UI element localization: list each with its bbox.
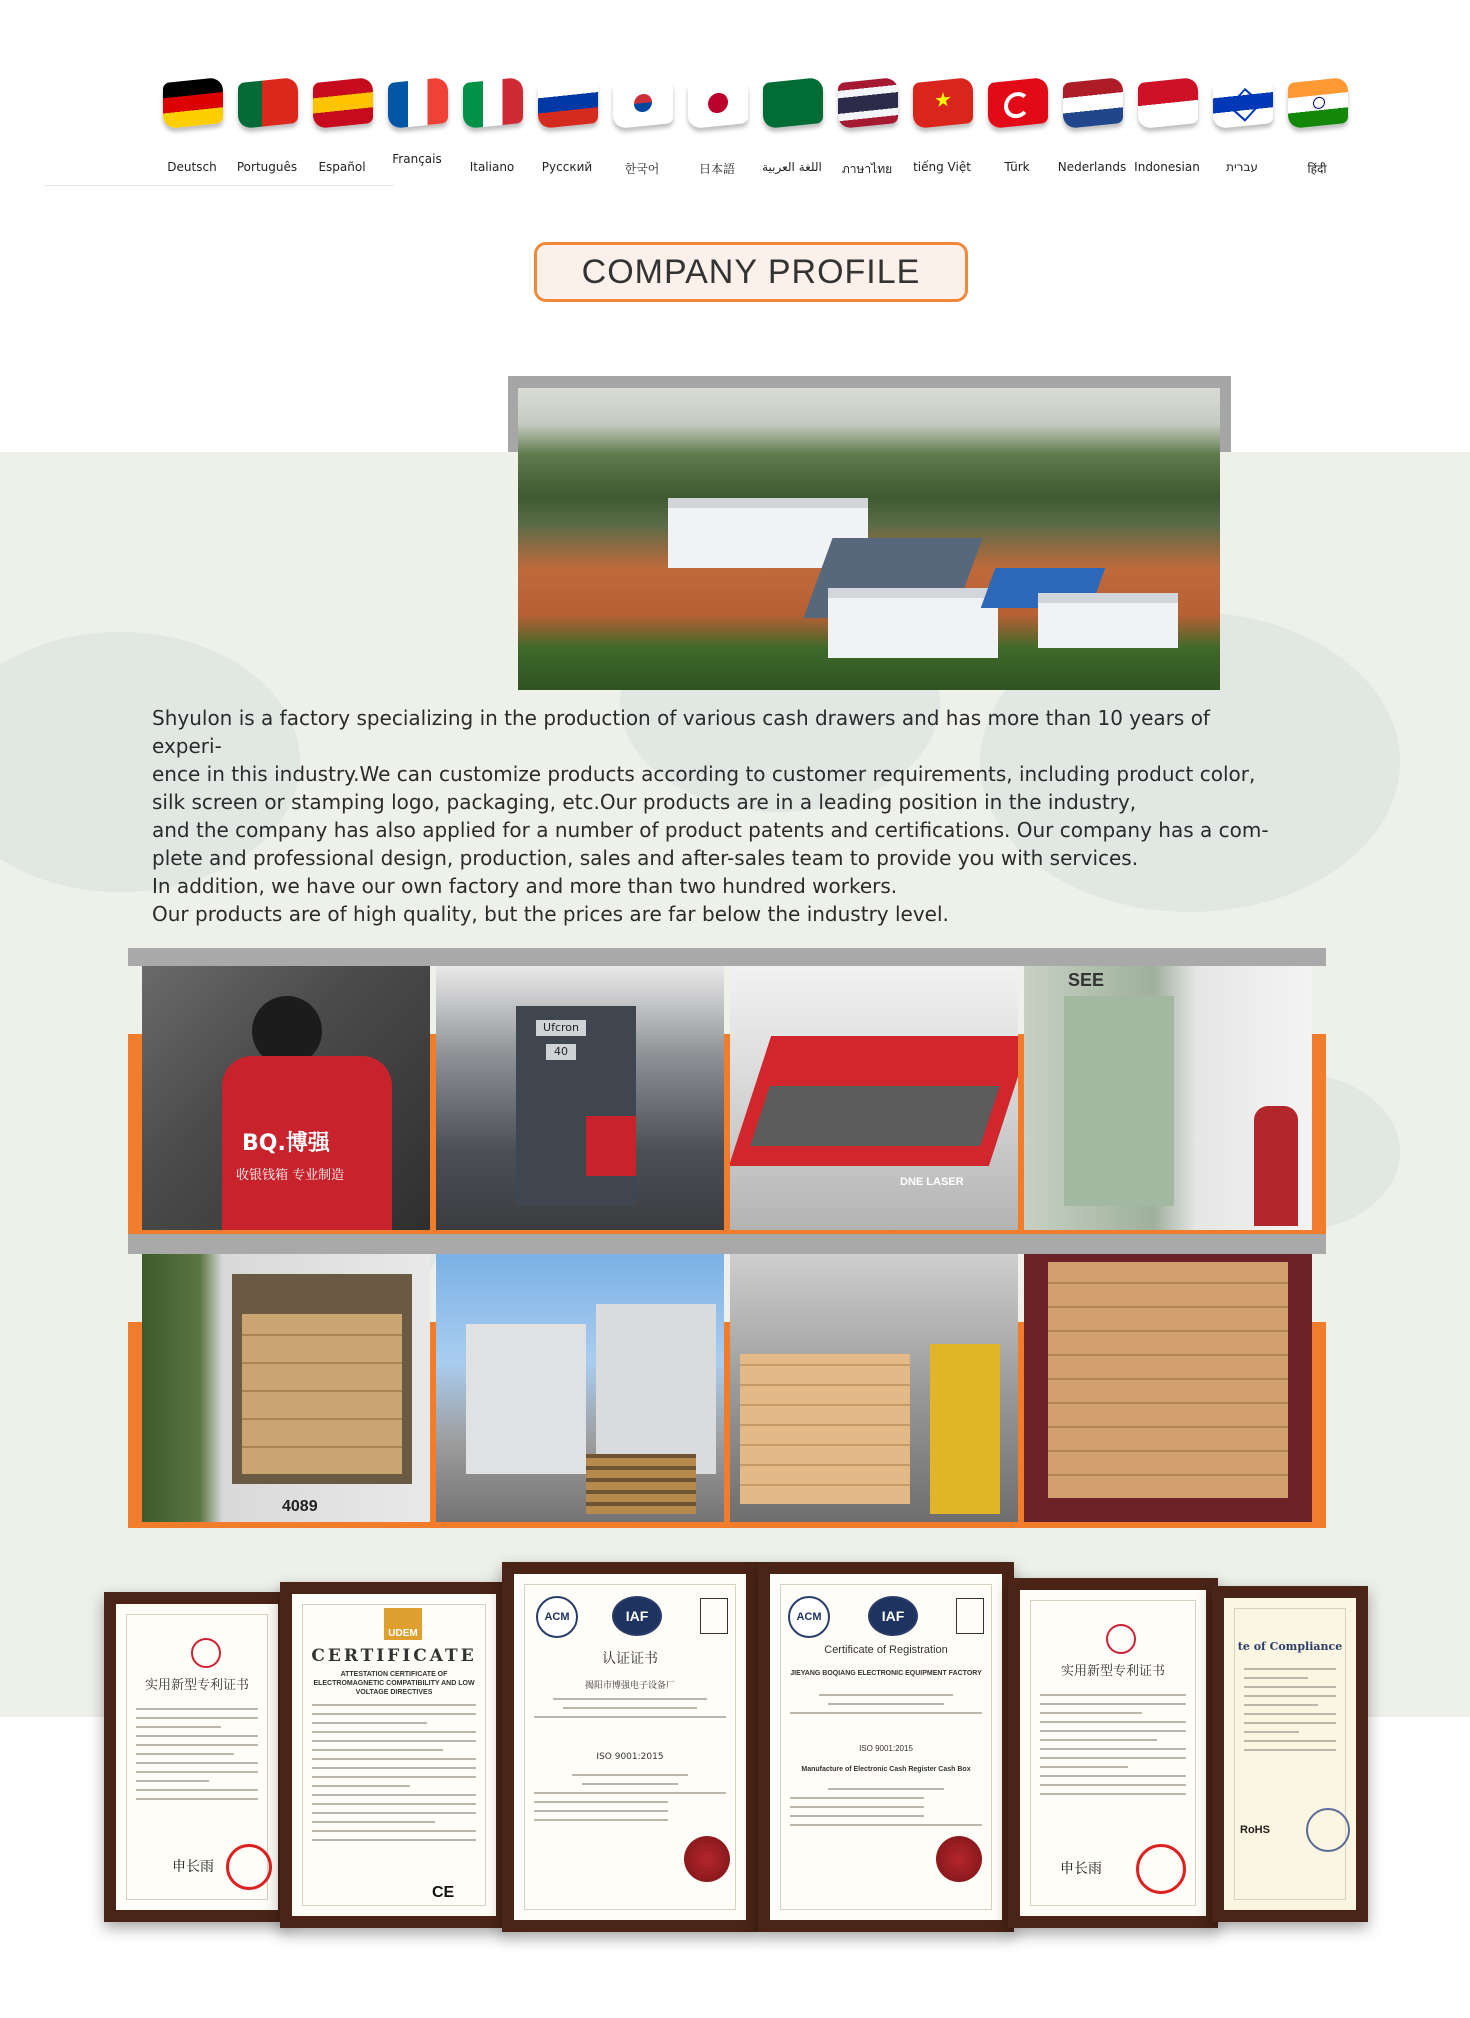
gallery-frame-top	[128, 948, 1326, 966]
language-option-7[interactable]	[680, 72, 754, 182]
factory-building	[828, 588, 998, 658]
language-option-14[interactable]	[1205, 72, 1279, 182]
certificate-patent-1	[104, 1592, 290, 1922]
certificate-title: te of Compliance	[1237, 1640, 1343, 1653]
certificate-title: 实用新型专利证书	[1060, 1664, 1165, 1679]
south-korea-flag-icon	[613, 77, 673, 129]
spain-flag-icon	[313, 77, 373, 129]
certificate-body-text	[1040, 1694, 1186, 1802]
language-option-15[interactable]	[1280, 72, 1354, 182]
wax-seal-icon	[936, 1836, 982, 1882]
vietnam-flag-icon	[913, 77, 973, 129]
language-option-3[interactable]	[380, 72, 454, 182]
flag-emblem	[1004, 91, 1030, 120]
certificate-rohs	[1212, 1586, 1368, 1922]
turkey-flag-icon	[988, 77, 1048, 129]
ce-mark: CE	[432, 1884, 455, 1901]
section-title: COMPANY PROFILE	[581, 252, 921, 291]
press-number-label: 40	[546, 1044, 576, 1060]
worker-jacket	[222, 1056, 392, 1230]
certificate-title: CERTIFICATE	[311, 1646, 477, 1666]
photo-truck-loading	[142, 1254, 430, 1522]
flag-emblem	[708, 92, 728, 114]
saudi-arabia-flag-icon	[763, 77, 823, 129]
wooden-pallets	[586, 1454, 696, 1514]
truck-right	[596, 1304, 716, 1474]
ukas-logo-icon	[700, 1598, 728, 1634]
photo-container-loaded	[1024, 1254, 1312, 1522]
official-seal-icon	[1136, 1844, 1186, 1894]
worker-jacket	[586, 1116, 636, 1176]
factory-building	[1038, 593, 1178, 648]
language-option-12[interactable]	[1055, 72, 1129, 182]
photo-punch-press	[436, 966, 724, 1230]
language-option-4[interactable]	[455, 72, 529, 182]
language-label: 日本語	[698, 162, 735, 176]
certificate-body-text	[534, 1774, 726, 1828]
patent-logo-icon	[191, 1638, 221, 1668]
rohs-mark: RoHS	[1240, 1824, 1270, 1836]
language-option-5[interactable]	[530, 72, 604, 182]
flag-emblem	[634, 93, 652, 113]
wax-seal-icon	[684, 1836, 730, 1882]
seal-icon	[1306, 1808, 1350, 1852]
language-selector	[155, 72, 1365, 182]
certificate-body-text	[136, 1708, 258, 1807]
certificate-body-text	[534, 1698, 726, 1725]
iaf-logo: IAF	[868, 1596, 918, 1636]
language-label: हिंदी	[1307, 162, 1327, 176]
certificate-signature: 申长雨	[1060, 1861, 1102, 1877]
netherlands-flag-icon	[1063, 77, 1123, 129]
stacked-cartons	[740, 1354, 910, 1504]
italy-flag-icon	[463, 77, 523, 129]
certificate-body-text	[312, 1704, 476, 1848]
flag-emblem	[1228, 88, 1262, 122]
ukas-logo-icon	[956, 1598, 984, 1634]
language-option-13[interactable]	[1130, 72, 1204, 182]
certificate-signature: 申长雨	[172, 1859, 214, 1875]
certificate-title: Certificate of Registration	[824, 1644, 948, 1656]
certificate-company: 揭阳市博强电子设备厂	[584, 1681, 675, 1691]
factory-aerial-photo	[518, 388, 1220, 690]
russia-flag-icon	[538, 77, 598, 129]
jacket-logo-text: BQ.博强	[242, 1131, 330, 1156]
divider	[44, 185, 394, 186]
language-option-10[interactable]	[905, 72, 979, 182]
language-label: Deutsch	[167, 160, 217, 174]
press-machine	[1064, 970, 1174, 1206]
certificate-body-text	[790, 1694, 982, 1721]
germany-flag-icon	[163, 77, 223, 129]
certificates-display	[104, 1562, 1372, 1932]
flag-emblem	[935, 91, 951, 109]
flag-emblem	[1313, 96, 1325, 109]
language-label: tiếng Việt	[913, 160, 971, 174]
language-option-6[interactable]	[605, 72, 679, 182]
certificate-title: 实用新型专利证书	[144, 1678, 249, 1693]
photo-press-operator	[1024, 966, 1312, 1230]
cargo-boxes	[1048, 1262, 1288, 1498]
photo-laser-cutter	[730, 966, 1018, 1230]
acm-logo: ACM	[788, 1596, 830, 1638]
press-brand-label: SEE	[1068, 970, 1105, 990]
truck-plate-label: 4089	[282, 1498, 318, 1515]
description-line: silk screen or stamping logo, packaging, etc.Our products are in a leading position in the industry,	[152, 790, 1137, 814]
israel-flag-icon	[1213, 77, 1273, 129]
description-line: Shyulon is a factory specializing in the production of various cash drawers and has more than 10 years of experi-	[152, 706, 1210, 758]
certificate-standard: ISO 9001:2015	[859, 1744, 913, 1753]
description-line: ence in this industry.We can customize products according to customer requirements, including product color,	[152, 762, 1256, 786]
certificate-standard: ISO 9001:2015	[596, 1752, 664, 1762]
certificate-company: JIEYANG BOQIANG ELECTRONIC EQUIPMENT FACTORY	[790, 1670, 982, 1677]
jacket-slogan-text: 收银钱箱 专业制造	[236, 1168, 345, 1183]
language-label: Español	[318, 160, 366, 174]
portugal-flag-icon	[238, 77, 298, 129]
acm-logo: ACM	[536, 1596, 578, 1638]
laser-brand-label: DNE LASER	[900, 1176, 964, 1188]
certificate-subtitle: ATTESTATION CERTIFICATE OF ELECTROMAGNETIC COMPATIBILITY AND LOW VOLTAGE DIRECTIVES	[313, 1671, 475, 1696]
language-option-11[interactable]	[980, 72, 1054, 182]
language-label: Русский	[541, 160, 593, 174]
iaf-logo: IAF	[612, 1596, 662, 1636]
indonesia-flag-icon	[1138, 77, 1198, 129]
gallery-frame-middle	[128, 1234, 1326, 1254]
language-option-8[interactable]	[755, 72, 829, 182]
japan-flag-icon	[688, 77, 748, 129]
language-label: עברית	[1226, 160, 1258, 174]
photo-worker-machine	[142, 966, 430, 1230]
india-flag-icon	[1288, 77, 1348, 129]
laser-bed	[750, 1086, 999, 1146]
udem-logo: UDEM	[384, 1608, 422, 1640]
france-flag-icon	[388, 77, 448, 129]
certificate-body-text	[1244, 1668, 1336, 1758]
certificate-emc	[280, 1582, 508, 1928]
language-label: Français	[392, 152, 442, 166]
patent-logo-icon	[1106, 1624, 1136, 1654]
certificate-title: 认证证书	[602, 1651, 658, 1667]
thailand-flag-icon	[838, 77, 898, 129]
press-machine	[516, 1006, 636, 1206]
language-label: ภาษาไทย	[841, 162, 893, 176]
description-line: Our products are of high quality, but the prices are far below the industry level.	[152, 902, 949, 926]
certificate-iso-cn	[502, 1562, 758, 1932]
language-label: 한국어	[624, 162, 660, 176]
language-option-2[interactable]	[305, 72, 379, 182]
language-label: Türk	[1004, 160, 1030, 174]
photo-truck-pallets	[436, 1254, 724, 1522]
certificate-iso-en	[758, 1562, 1014, 1932]
language-label: Português	[236, 160, 298, 174]
section-title-box	[534, 242, 968, 302]
language-option-0[interactable]	[155, 72, 229, 182]
truck-left	[466, 1324, 586, 1474]
certificate-patent-2	[1008, 1578, 1218, 1928]
certificate-body-text	[790, 1788, 982, 1833]
language-option-9[interactable]	[830, 72, 904, 182]
language-option-1[interactable]	[230, 72, 304, 182]
forklift	[930, 1344, 1000, 1514]
company-description	[152, 704, 1272, 928]
worker-jacket	[1254, 1106, 1298, 1226]
cargo-boxes	[242, 1314, 402, 1474]
official-seal-icon	[226, 1844, 272, 1890]
photo-warehouse-forklift	[730, 1254, 1018, 1522]
description-line: and the company has also applied for a number of product patents and certifications. Our company has a com-	[152, 818, 1269, 842]
factory-gallery	[128, 948, 1326, 1528]
language-label: اللغة العربية	[762, 160, 822, 174]
description-line: In addition, we have our own factory and more than two hundred workers.	[152, 874, 898, 898]
description-line: plete and professional design, production, sales and after-sales team to provide you with services.	[152, 846, 1139, 870]
press-brand-label: Ufcron	[536, 1020, 586, 1036]
certificate-scope: Manufacture of Electronic Cash Register Cash Box	[801, 1766, 971, 1773]
language-label: Indonesian	[1134, 160, 1200, 174]
language-label: Nederlands	[1057, 160, 1127, 174]
language-label: Italiano	[469, 160, 515, 174]
